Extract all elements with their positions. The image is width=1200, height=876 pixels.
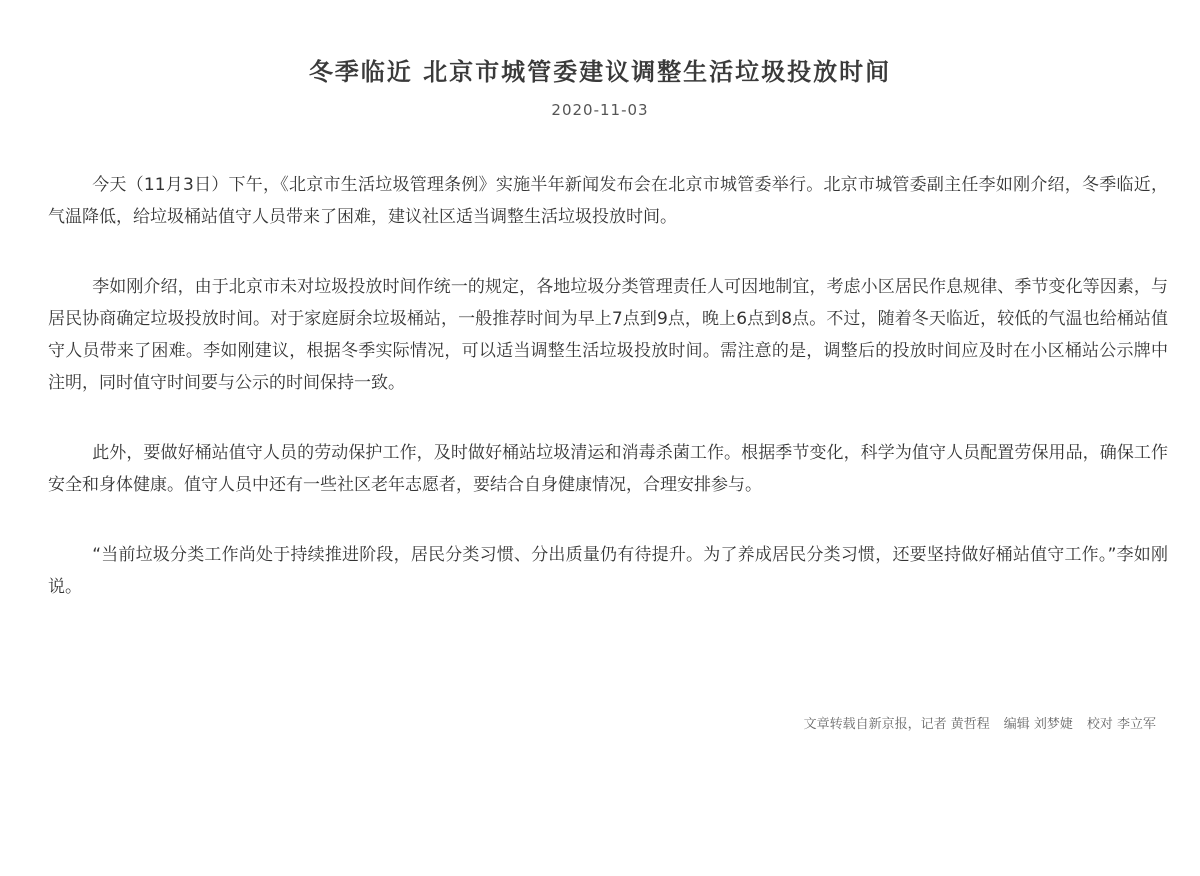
- article-title: 冬季临近 北京市城管委建议调整生活垃圾投放时间: [308, 58, 892, 86]
- editor-credit: 编辑 刘梦婕: [1003, 717, 1073, 732]
- article-date: 2020-11-03: [551, 101, 649, 119]
- reprint-credit: 文章转载自新京报，记者 黄哲程: [803, 717, 990, 732]
- proofreader-credit: 校对 李立军: [1086, 717, 1156, 732]
- paragraph-3: 此外，要做好桶站值守人员的劳动保护工作，及时做好桶站垃圾清运和消毒杀菌工作。根据季节变化，科学为值守人员配置劳保用品，确保工作安全和身体健康。值守人员中还有一些社区老年志愿者，要结合自身健康情况，合理安排参与。: [48, 443, 1168, 495]
- paragraph-4: “当前垃圾分类工作尚处于持续推进阶段，居民分类习惯、分出质量仍有待提升。为了养成居民分类习惯，还要坚持做好桶站值守工作。”李如刚说。: [48, 545, 1168, 597]
- article-body: [48, 169, 1168, 641]
- source-credits: [804, 714, 1156, 736]
- paragraph-1: 今天（11月3日）下午，《北京市生活垃圾管理条例》实施半年新闻发布会在北京市城管委举行。北京市城管委副主任李如刚介绍，冬季临近，气温降低，给垃圾桶站值守人员带来了困难，建议社区适当调整生活垃圾投放时间。: [48, 175, 1168, 227]
- paragraph-2: 李如刚介绍，由于北京市未对垃圾投放时间作统一的规定，各地垃圾分类管理责任人可因地制宜，考虑小区居民作息规律、季节变化等因素，与居民协商确定垃圾投放时间。对于家庭厨余垃圾桶站，一般推荐时间为早上7点到9点，晚上6点到8点。不过，随着冬天临近，较低的气温也给桶站值守人员带来了困难。李如刚建议，根据冬季实际情况，可以适当调整生活垃圾投放时间。需注意的是，调整后的投放时间应及时在小区桶站公示牌中注明，同时值守时间要与公示的时间保持一致。: [48, 277, 1168, 393]
